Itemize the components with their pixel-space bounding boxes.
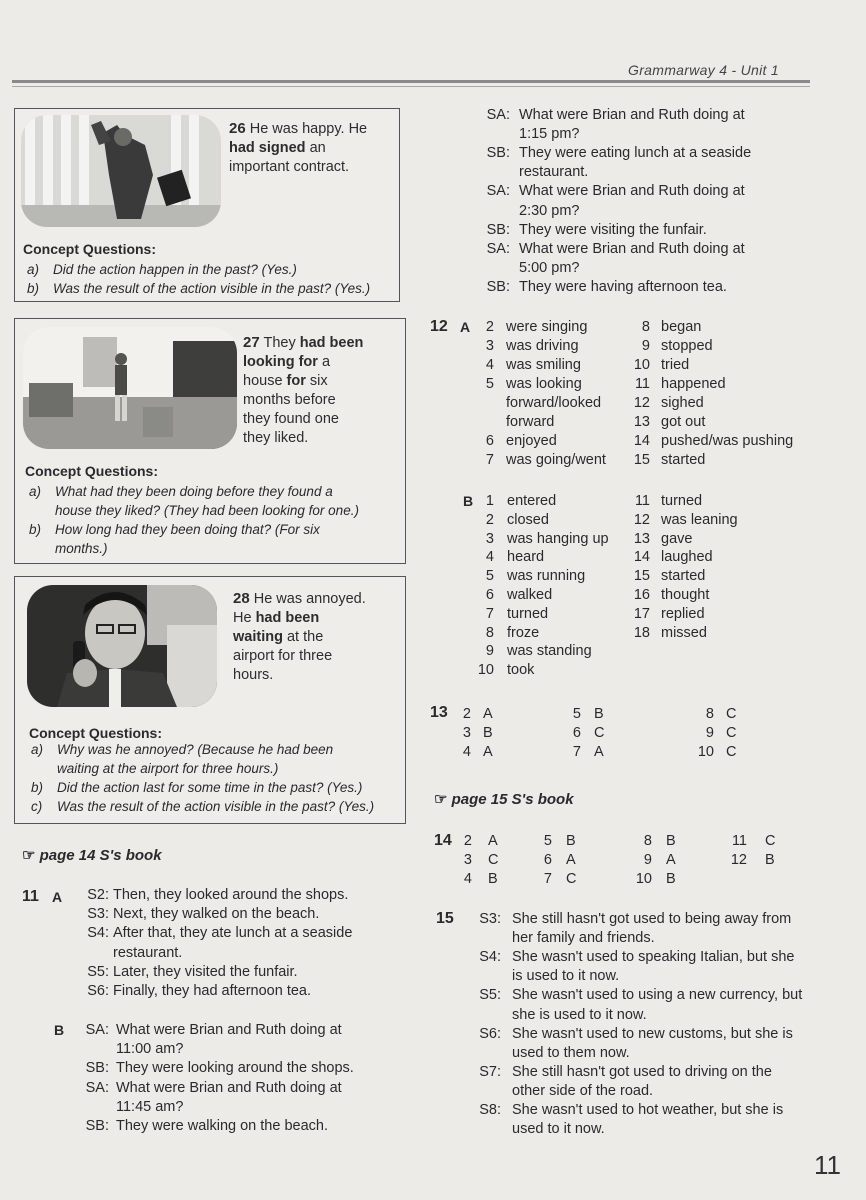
item-number: 8 — [643, 833, 652, 849]
answer-line: 2:30 pm? — [519, 202, 580, 219]
answer-text: were singing — [506, 319, 588, 335]
speaker-label: S3: — [87, 906, 109, 923]
item-number: 14 — [633, 549, 650, 566]
part-label: B — [54, 1022, 65, 1038]
answer-line: 5:00 pm? — [519, 259, 580, 276]
answer-letter: B — [483, 725, 493, 741]
answer-line: is used to it now. — [512, 968, 620, 985]
answer-text: pushed/was pushing — [661, 433, 794, 449]
answer-letter: C — [726, 706, 737, 722]
exercise-number: 14 — [434, 832, 452, 849]
answer-text: was driving — [506, 338, 579, 354]
item-number: 2 — [485, 511, 494, 528]
answer-letter: C — [488, 852, 499, 868]
answer-text: turned — [507, 605, 549, 622]
answer-line: She still hasn't got used to driving on the — [512, 1063, 772, 1080]
answer-line: 1:15 pm? — [519, 126, 580, 143]
answer-text: was leaning — [661, 511, 738, 528]
item-number: 7 — [485, 605, 494, 622]
item-number: 3 — [462, 725, 471, 741]
answer-text: heard — [507, 549, 545, 566]
item-number: 3 — [485, 530, 494, 547]
speaker-label: S8: — [479, 1102, 501, 1118]
example-text: important contract. — [229, 159, 350, 175]
speaker-label: S5: — [87, 963, 109, 980]
answer-text: forward — [506, 414, 555, 430]
tense-highlight: looking for — [243, 354, 318, 370]
speaker-label: SB: — [486, 145, 510, 162]
answer-line: What were Brian and Ruth doing at — [116, 1079, 342, 1096]
answer-line: Next, they walked on the beach. — [113, 906, 320, 923]
item-number: 17 — [633, 605, 650, 622]
speaker-label: S7: — [479, 1063, 501, 1080]
exercise-number: 13 — [430, 704, 448, 721]
answer-text: enjoyed — [506, 433, 557, 449]
answer-letter: C — [726, 744, 737, 760]
answer-letter: A — [566, 852, 576, 868]
answer-line: What were Brian and Ruth doing at — [519, 107, 745, 123]
answer-letter: C — [566, 871, 577, 887]
item-number: 5 — [485, 376, 494, 392]
item-number: 14 — [633, 433, 650, 449]
item-number: 8 — [705, 706, 714, 722]
answer-text: was hanging up — [507, 530, 609, 547]
example-number: 26 — [229, 120, 246, 137]
speaker-label: SA: — [85, 1022, 109, 1038]
answer-text: was standing — [507, 643, 592, 660]
answer-line: other side of the road. — [512, 1082, 654, 1099]
answer-line: she is used to it now. — [512, 1006, 647, 1023]
item-number: 10 — [477, 662, 494, 679]
answer-line: She wasn't used to speaking Italian, but she — [512, 949, 795, 966]
concept-questions-heading: Concept Questions: — [23, 241, 157, 257]
item-number: 4 — [485, 549, 494, 566]
answer-line: What were Brian and Ruth doing at — [116, 1022, 342, 1038]
concept-question-b: b) Was the result of the action visible in the past? (Yes.) — [27, 281, 371, 296]
part-label: A — [460, 319, 471, 335]
answer-text: was smiling — [506, 357, 581, 373]
part-label: A — [52, 889, 63, 905]
running-header: Grammarway 4 - Unit 1 — [628, 62, 779, 78]
item-number: 12 — [633, 511, 650, 528]
speaker-label: S6: — [87, 983, 109, 999]
answer-line: used to them now. — [512, 1044, 630, 1061]
page-number: 11 — [814, 1150, 841, 1180]
answer-text: froze — [507, 624, 540, 641]
answer-text: turned — [661, 493, 703, 509]
exercise-number: 12 — [430, 318, 448, 335]
part-label: B — [463, 493, 474, 509]
answer-letter: B — [594, 706, 604, 722]
item-number: 6 — [543, 852, 552, 868]
answer-line: used to it now. — [512, 1121, 605, 1138]
item-number: 5 — [572, 706, 581, 722]
item-number: 6 — [485, 433, 494, 449]
item-number: 7 — [543, 871, 552, 887]
item-number: 10 — [635, 871, 652, 887]
item-number: 1 — [485, 493, 494, 509]
speaker-label: S6: — [479, 1025, 501, 1042]
header-rule — [12, 80, 810, 83]
answer-text: got out — [661, 414, 706, 430]
concept-question-a: a) Why was he annoyed? (Because he had been waiting at the airport for three hours.) — [31, 742, 334, 776]
answer-letter: B — [666, 871, 676, 887]
answer-line: What were Brian and Ruth doing at — [519, 240, 745, 257]
example-number: 28 — [233, 590, 250, 607]
answer-letter: A — [483, 706, 493, 722]
exercise-number: 15 — [436, 910, 454, 927]
concept-question-c: c) Was the result of the action visible in the past? (Yes.) — [31, 799, 375, 814]
speaker-label: S5: — [479, 987, 501, 1004]
item-number: 9 — [641, 338, 650, 354]
photo-happy-businessman — [21, 115, 221, 227]
item-number: 7 — [572, 744, 581, 760]
item-number: 4 — [485, 357, 494, 373]
item-number: 12 — [633, 395, 650, 411]
speaker-label: S4: — [87, 925, 109, 942]
example-box-27: 27 They had been looking for a house for six months before they found one they liked. Concept Questions: a) What had they been doing before they found a house they liked? (They had been looking for one.) b) How long had they been doing that? (For six months.) — [14, 318, 406, 564]
item-number: 9 — [643, 852, 652, 868]
answer-letter: A — [488, 833, 498, 849]
tense-highlight: had been — [255, 610, 320, 626]
item-number: 9 — [485, 643, 494, 660]
item-number: 3 — [463, 852, 472, 868]
answer-line: restaurant. — [519, 164, 589, 181]
answer-text: took — [507, 662, 535, 679]
speaker-label: S4: — [479, 949, 501, 966]
answer-text: was looking — [506, 376, 582, 392]
speaker-label: SB: — [486, 221, 510, 238]
answer-letter: A — [483, 744, 493, 760]
concept-question-b: b) How long had they been doing that? (For six months.) — [29, 522, 320, 556]
answer-line: 11:45 am? — [116, 1098, 184, 1115]
item-number: 3 — [485, 338, 494, 354]
speaker-label: S2: — [87, 887, 109, 903]
photo-man-on-phone — [27, 585, 217, 707]
answer-letter: C — [594, 725, 605, 741]
answer-line: She wasn't used to using a new currency, but — [512, 987, 803, 1004]
item-number: 15 — [633, 568, 650, 585]
answer-line: They were having afternoon tea. — [519, 278, 727, 295]
answer-line: She wasn't used to hot weather, but she is — [512, 1102, 784, 1118]
answer-text: gave — [661, 530, 693, 547]
answer-line: They were looking around the shops. — [116, 1060, 354, 1077]
answer-text: stopped — [661, 338, 713, 354]
item-number: 15 — [633, 452, 650, 468]
answer-line: They were eating lunch at a seaside — [519, 145, 752, 162]
item-number: 10 — [697, 744, 714, 760]
page-reference-15: ☞ page 15 S's book — [434, 791, 574, 808]
answer-text: started — [661, 568, 706, 585]
answer-letter: B — [666, 833, 676, 849]
answer-letter: A — [666, 852, 676, 868]
answer-text: entered — [507, 493, 557, 509]
item-number: 5 — [543, 833, 552, 849]
answer-letter: B — [488, 871, 498, 887]
speaker-label: SA: — [486, 240, 510, 257]
answer-text: walked — [507, 587, 553, 603]
answer-letter: A — [594, 744, 604, 760]
speaker-label: SB: — [85, 1118, 109, 1134]
pointing-hand-icon: ☞ — [22, 847, 36, 864]
answer-letter: C — [726, 725, 737, 741]
example-text: an — [305, 140, 326, 156]
item-number: 18 — [633, 624, 650, 641]
item-number: 13 — [633, 414, 650, 430]
answer-line: After that, they ate lunch at a seaside — [113, 925, 353, 942]
header-rule-thin — [12, 86, 810, 87]
item-number: 6 — [572, 725, 581, 741]
concept-questions-heading: Concept Questions: — [29, 725, 163, 741]
speaker-label: SA: — [486, 107, 510, 123]
item-number: 16 — [633, 587, 650, 603]
page-reference-14: ☞ page 14 S's book — [22, 847, 162, 864]
speaker-label: SB: — [486, 278, 510, 295]
answer-text: thought — [661, 587, 710, 603]
exercise-number: 11 — [22, 888, 39, 905]
answer-text: replied — [661, 605, 705, 622]
concept-question-a: a) Did the action happen in the past? (Yes.) — [27, 262, 297, 277]
answer-line: her family and friends. — [512, 930, 655, 947]
answer-text: was running — [507, 568, 586, 585]
item-number: 4 — [462, 744, 471, 760]
pointing-hand-icon: ☞ — [434, 791, 448, 808]
answer-text: started — [661, 452, 706, 468]
photo-couple-in-house — [23, 327, 237, 449]
example-text: He was happy. He — [249, 121, 368, 137]
answer-text: laughed — [661, 549, 713, 566]
answer-text: forward/looked — [506, 395, 602, 411]
item-number: 2 — [463, 833, 472, 849]
speaker-label: SA: — [486, 183, 510, 200]
concept-question-a: a) What had they been doing before they found a house they liked? (They had been looking for one.) — [29, 484, 359, 518]
item-number: 8 — [641, 319, 650, 335]
item-number: 6 — [485, 587, 494, 603]
answer-letter: B — [566, 833, 576, 849]
item-number: 4 — [463, 871, 472, 887]
answer-text: tried — [661, 357, 690, 373]
answer-line: Then, they looked around the shops. — [113, 887, 349, 903]
answer-line: 11:00 am? — [116, 1041, 184, 1058]
tense-highlight: had been — [299, 335, 364, 351]
answer-text: began — [661, 319, 702, 335]
item-number: 11 — [634, 493, 650, 509]
speaker-label: S3: — [479, 911, 501, 927]
answer-line: What were Brian and Ruth doing at — [519, 183, 745, 200]
item-number: 5 — [485, 568, 494, 585]
item-number: 2 — [485, 319, 494, 335]
example-box-28: 28 He was annoyed. He had been waiting at the airport for three hours. Concept Questions: a) Why was he annoyed? (Because he had been waiting at the airport for three hours.) b) Did the action last for some time in the past? (Yes.) c) Was the result of the action visible in the past? (Yes.) — [14, 576, 406, 824]
answer-line: Finally, they had afternoon tea. — [113, 983, 312, 999]
answer-line: They were walking on the beach. — [116, 1118, 328, 1134]
item-number: 7 — [485, 452, 494, 468]
example-number: 27 — [243, 334, 260, 351]
speaker-label: SA: — [85, 1079, 109, 1096]
item-number: 11 — [731, 833, 747, 849]
item-number: 12 — [730, 852, 747, 868]
answer-letter: C — [765, 833, 776, 849]
answer-text: happened — [661, 376, 726, 392]
item-number: 10 — [633, 357, 650, 373]
answer-line: Later, they visited the funfair. — [113, 963, 298, 980]
answer-text: missed — [661, 624, 707, 641]
item-number: 8 — [485, 624, 494, 641]
item-number: 2 — [462, 706, 471, 722]
tense-highlight: waiting — [233, 629, 283, 645]
item-number: 11 — [634, 376, 650, 392]
example-box-26 — [14, 108, 400, 302]
answer-line: restaurant. — [113, 944, 183, 961]
answer-line: They were visiting the funfair. — [519, 221, 707, 238]
answer-line: She wasn't used to new customs, but she is — [512, 1025, 793, 1042]
concept-questions-heading: Concept Questions: — [25, 463, 159, 479]
tense-highlight: had signed — [229, 140, 306, 156]
item-number: 13 — [633, 530, 650, 547]
answer-text: sighed — [661, 395, 704, 411]
answer-line: She still hasn't got used to being away from — [512, 911, 792, 927]
speaker-label: SB: — [85, 1060, 109, 1077]
concept-question-b: b) Did the action last for some time in the past? (Yes.) — [31, 780, 363, 795]
answer-letter: B — [765, 852, 775, 868]
answer-text: closed — [507, 511, 549, 528]
item-number: 9 — [705, 725, 714, 741]
answer-text: was going/went — [506, 452, 606, 468]
